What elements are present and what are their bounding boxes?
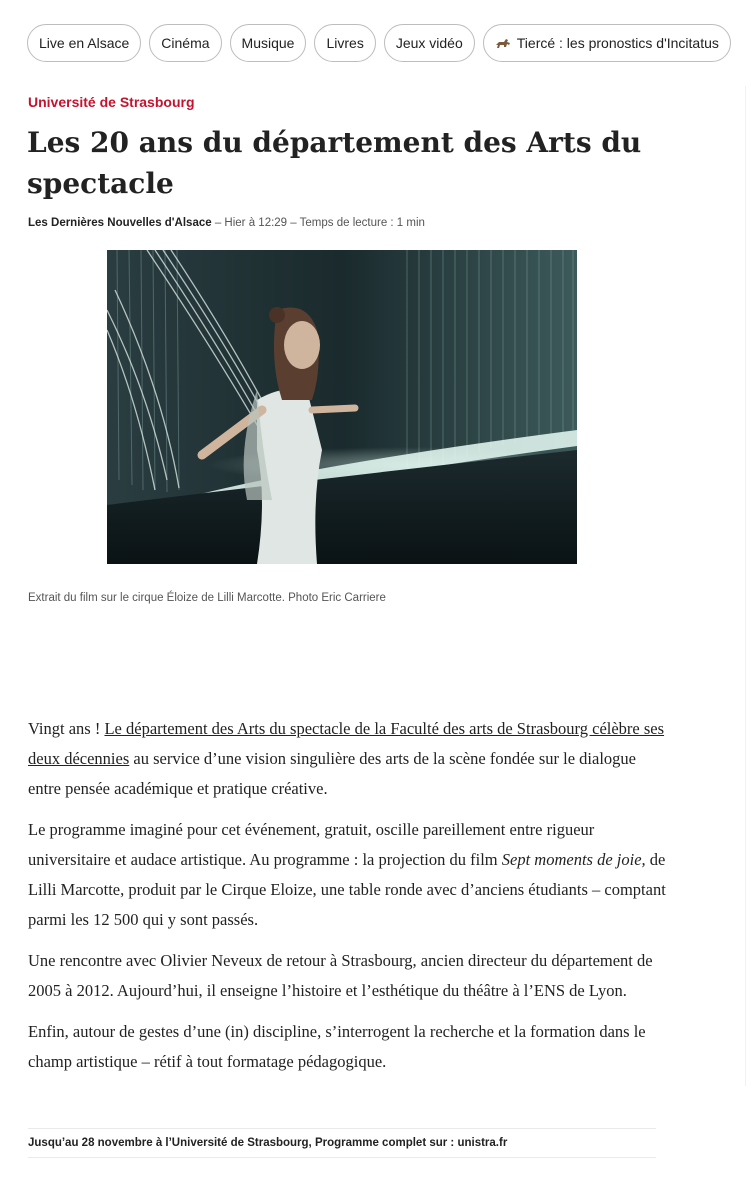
paragraph: [28, 714, 668, 804]
tag-label: Jeux vidéo: [395, 35, 463, 51]
article-kicker[interactable]: Université de Strasbourg: [28, 94, 195, 110]
paragraph: Une rencontre avec Olivier Neveux de retour à Strasbourg, ancien directeur du département de 2005 à 2012. Aujourd’hui, il enseigne l’histoire et l’esthétique du théâtre à l’ENS de Lyon.: [28, 951, 653, 1000]
topic-tags-bar: [27, 24, 746, 62]
paragraph-text: Le programme imaginé pour cet événement, gratuit, oscille pareillement entre rigueur universitaire et audace artistique. Au programme : la projection du film: [28, 820, 595, 869]
tag-jeux-video[interactable]: [384, 24, 475, 62]
article-link[interactable]: Le département des Arts du spectacle de la Faculté des arts de Strasbourg célèbre ses deux décennies: [28, 719, 665, 768]
film-title: Sept moments de joie,: [501, 850, 646, 869]
photo-caption: Extrait du film sur le cirque Éloize de Lilli Marcotte. Photo Eric Carriere: [28, 592, 386, 604]
article-byline: [28, 217, 425, 229]
article-body: [28, 714, 668, 1088]
paragraph-text: au service d’une vision singulière des arts de la scène fondée sur le dialogue entre pensée académique et pratique créative.: [28, 749, 636, 798]
article-title: Les 20 ans du département des Arts du spectacle: [27, 126, 642, 200]
article-photo: [107, 250, 577, 564]
paragraph-text: Vingt ans !: [28, 719, 105, 738]
tag-musique[interactable]: [230, 24, 307, 62]
tag-label: Musique: [241, 35, 295, 51]
tag-livres[interactable]: [314, 24, 375, 62]
byline-date: – Hier à 12:29: [211, 217, 288, 229]
event-info-note: Jusqu’au 28 novembre à l’Université de Strasbourg, Programme complet sur : unistra.fr: [28, 1128, 656, 1158]
horse-icon: [495, 37, 511, 49]
paragraph: [28, 815, 668, 935]
paragraph-text: de Lilli Marcotte, produit par le Cirque Eloize, une table ronde avec d’anciens étudiants – comptant parmi les 12 500 qui y sont passés.: [28, 850, 666, 929]
tag-label: Live en Alsace: [39, 35, 130, 51]
paragraph: Enfin, autour de gestes d’une (in) discipline, s’interrogent la recherche et la formation dans le champ artistique – rétif à tout formatage pédagogique.: [28, 1022, 646, 1071]
tag-tierce[interactable]: [483, 24, 731, 62]
tag-label: Cinéma: [161, 35, 210, 51]
tag-cinema[interactable]: [149, 24, 221, 62]
byline-reading-time: – Temps de lecture : 1 min: [287, 217, 425, 229]
tag-label: Tiercé : les pronostics d'Incitatus: [516, 35, 719, 51]
tag-live-en-alsace[interactable]: [27, 24, 141, 62]
tag-label: Livres: [326, 35, 364, 51]
byline-source[interactable]: Les Dernières Nouvelles d'Alsace: [28, 217, 212, 229]
